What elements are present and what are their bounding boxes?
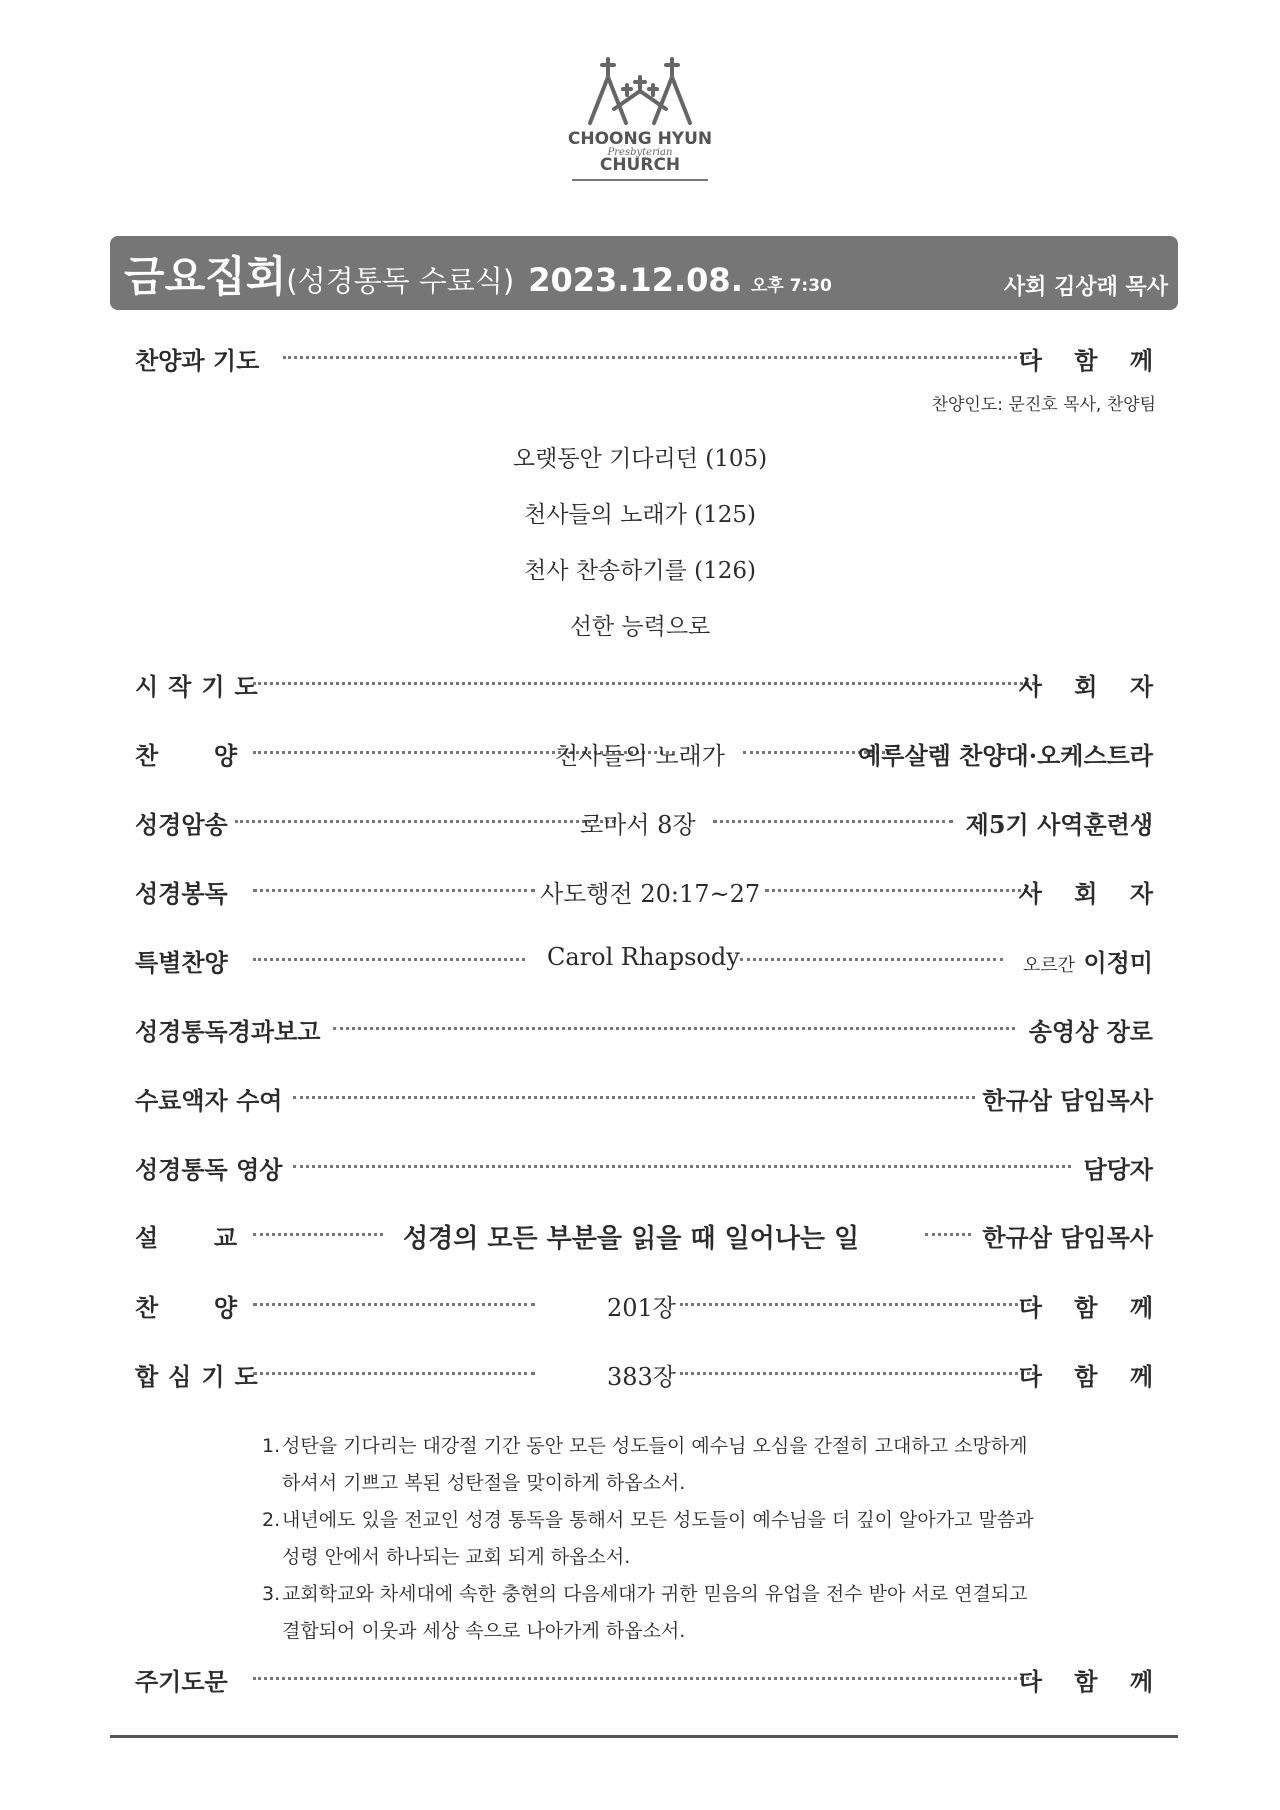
dot-leader [253,889,535,892]
item-label: 성경봉독 [135,879,228,908]
order-item-video [135,1150,1153,1190]
sermon-title: 성경의 모든 부분을 읽을 때 일어나는 일 [403,1224,860,1254]
order-item-hymn-2 [135,1288,1165,1328]
dot-leader [253,958,525,961]
order-item-unison-prayer [135,1357,1165,1397]
item-leader: 사 회 자 [1018,672,1165,701]
dot-leader [765,889,1035,892]
bottom-rule [110,1735,1178,1738]
dot-leader [293,1096,975,1099]
logo-line-3: CHURCH [599,155,681,175]
dot-leader [253,1233,383,1236]
dot-leader [293,1165,1071,1168]
order-item-reading-report [135,1012,1153,1052]
song-3: 천사 찬송하기를 (126) [524,558,756,584]
logo-line-1: CHOONG HYUN [567,129,713,149]
item-leader: 다 함 께 [1018,1667,1165,1696]
item-label: 합심기도 [135,1362,268,1391]
item-leader: 한규삼 담임목사 [982,1086,1153,1115]
service-banner [110,236,1178,310]
item-label: 찬 양 [135,741,237,770]
item-label: 특별찬양 [135,948,228,977]
song-1: 오랫동안 기다리던 (105) [512,446,768,472]
dot-leader [253,1372,535,1375]
praise-leaders: 찬양인도: 문진호 목사, 찬양팀 [931,395,1156,415]
item-title: Carol Rhapsody [547,943,740,971]
church-steeples-icon [580,55,700,127]
item-leader: 다 함 께 [1018,346,1165,375]
dot-leader [235,820,615,823]
item-leader: 오르간 이정미 [1022,948,1153,977]
item-label: 성경통독 영상 [135,1155,283,1184]
prayer-topic: 1. 성탄을 기다리는 대강절 기간 동안 모든 성도들이 예수님 오심을 간절히 고대하고 소망하게 하셔서 기쁘고 복된 성탄절을 맞이하게 하옵소서. [262,1435,1028,1494]
logo-rule [572,179,708,181]
logo-line-2: Presbyterian [607,147,673,158]
item-leader: 다 함 께 [1018,1362,1165,1391]
item-label: 수료액자 수여 [135,1086,283,1115]
order-item-praise [135,341,1165,381]
order-item-special-music [135,943,1153,983]
item-label: 성경암송 [135,810,228,839]
prayer-topic: 2. 내년에도 있을 전교인 성경 통독을 통해서 모든 성도들이 예수님을 더 깊이 알아가고 말씀과 성령 안에서 하나되는 교회 되게 하옵소서. [262,1509,1034,1568]
dot-leader [740,958,1003,961]
item-label: 찬양과 기도 [135,346,260,375]
prayer-topic: 3. 교회학교와 차세대에 속한 충현의 다음세대가 귀한 믿음의 유업을 전수 받아 서로 연결되고 결합되어 이웃과 세상 속으로 나아가게 하옵소서. [262,1583,1028,1642]
service-title: 금요집회 [124,252,287,301]
church-logo [560,55,720,195]
dot-leader [680,1303,1035,1306]
item-label: 찬 양 [135,1293,237,1322]
dot-leader [283,356,1035,359]
dot-leader [713,820,953,823]
dot-leader [925,1233,971,1236]
item-title: 383장 [607,1363,676,1391]
dot-leader [253,1677,1035,1680]
item-title: 201장 [607,1294,676,1322]
item-label: 성경통독경과보고 [135,1017,321,1046]
order-item-opening-prayer [135,667,1165,707]
item-leader: 제5기 사역훈련생 [965,810,1153,839]
order-item-sermon [135,1218,1153,1258]
service-time: 오후 7:30 [750,276,832,296]
item-leader: 한규삼 담임목사 [982,1223,1153,1252]
order-item-lords-prayer [135,1662,1165,1702]
item-title: 사도행전 20:17~27 [540,880,761,908]
item-leader: 사 회 자 [1018,879,1165,908]
item-label: 주기도문 [135,1667,228,1696]
item-leader: 담당자 [1083,1155,1153,1184]
item-title: 로마서 8장 [580,811,696,839]
item-leader: 다 함 께 [1018,1293,1165,1322]
item-leader: 예루살렘 찬양대·오케스트라 [858,741,1153,770]
dot-leader [680,1372,1035,1375]
dot-leader [333,1027,1015,1030]
item-label: 시작기도 [135,672,268,701]
order-item-recitation [135,805,1153,845]
order-item-award [135,1081,1153,1121]
song-2: 천사들의 노래가 (125) [524,502,756,528]
service-host: 사회 김상래 목사 [1003,275,1168,300]
service-subtitle: (성경통독 수료식) [286,264,515,298]
item-title: 천사들의 노래가 [555,742,725,770]
order-item-scripture-reading [135,874,1165,914]
service-date: 2023.12.08. [528,261,743,299]
song-4: 선한 능력으로 [569,614,711,640]
item-label: 설 교 [135,1223,237,1252]
prayer-topics [262,1428,1082,1650]
dot-leader [253,1303,535,1306]
dot-leader [253,682,1035,685]
order-item-hymn-1 [135,736,1153,776]
item-leader: 송영상 장로 [1028,1017,1153,1046]
